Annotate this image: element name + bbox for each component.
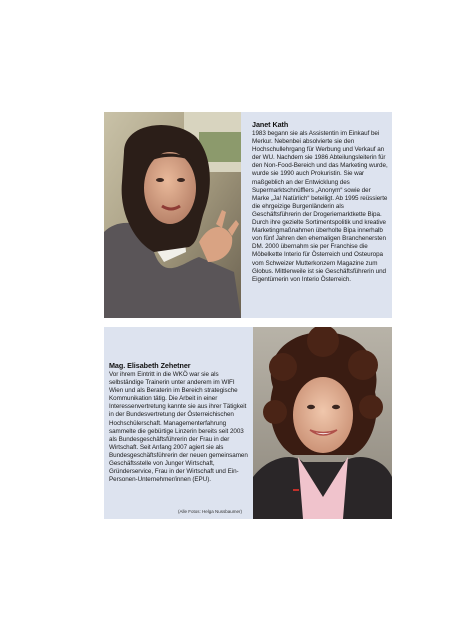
photo-credit: (Alle Fotos: Helga Nussbaumer) bbox=[178, 509, 243, 514]
profile-card-elisabeth-zehetner bbox=[104, 327, 392, 519]
profile-text-janet-kath bbox=[252, 120, 388, 284]
profile-bio: Vor ihrem Eintritt in die WKÖ war sie als selbständige Trainerin unter anderem im WIFI Wien und als Beraterin im Bereich strategische Kommunikation tätig. Die Arbeit in einer Interessenvertretung kannte sie aus ihrer Tätigkeit in der Bundesvertretung der Österreichischen Hochschülerschaft. Managementerfahrung sammelte die gebürtige Linzerin bereits seit 2003 als Bundesgeschäftsführerin der Frau in der Wirtschaft. Seit Anfang 2007 agiert sie als Bundesgeschäftsführerin der neuen gemeinsamen Geschäftsstelle von Junger Wirtschaft, Gründerservice, Frau in der Wirtschaft und Ein-Personen-Unternehmer/innen (EPU). bbox=[109, 371, 248, 484]
profile-card-janet-kath bbox=[104, 112, 392, 318]
portrait-photo-janet-kath bbox=[104, 112, 241, 318]
portrait-photo-elisabeth-zehetner bbox=[253, 327, 392, 519]
profile-text-elisabeth-zehetner bbox=[109, 361, 249, 484]
profile-bio: 1983 begann sie als Assistentin im Einkauf bei Merkur. Nebenbei absolvierte sie den Hochschullehrgang für Werbung und Verkauf an der WU. Nachdem sie 1986 Abteilungsleiterin für den Non-Food-Bereich und das Marketing wurde, wurde sie 1990 auch Prokuristin. Sie war maßgeblich an der Entwicklung des Supermarktschnüfflers „Anonym“ sowie der Marke „Ja! Natürlich“ beteiligt. Ab 1995 reüssierte die ehrgeizige Burgenländerin als Geschäftsführerin der Drogeriemarktkette Bipa. Durch ihre gezielte Sortimentspolitik und kreative Marketingmaßnahmen überholte Bipa innerhalb von fünf Jahren den ehemaligen Branchenersten DM. 2000 übernahm sie per Franchise die Möbelkette Interio für Österreich und Osteuropa vom Schweizer Mutterkonzern Magazine zum Globus. Mittlerweile ist sie Geschäftsführerin und Eigentümerin von Interio Österreich. bbox=[252, 130, 388, 283]
profile-name: Mag. Elisabeth Zehetner bbox=[109, 361, 191, 370]
profile-name: Janet Kath bbox=[252, 120, 289, 129]
